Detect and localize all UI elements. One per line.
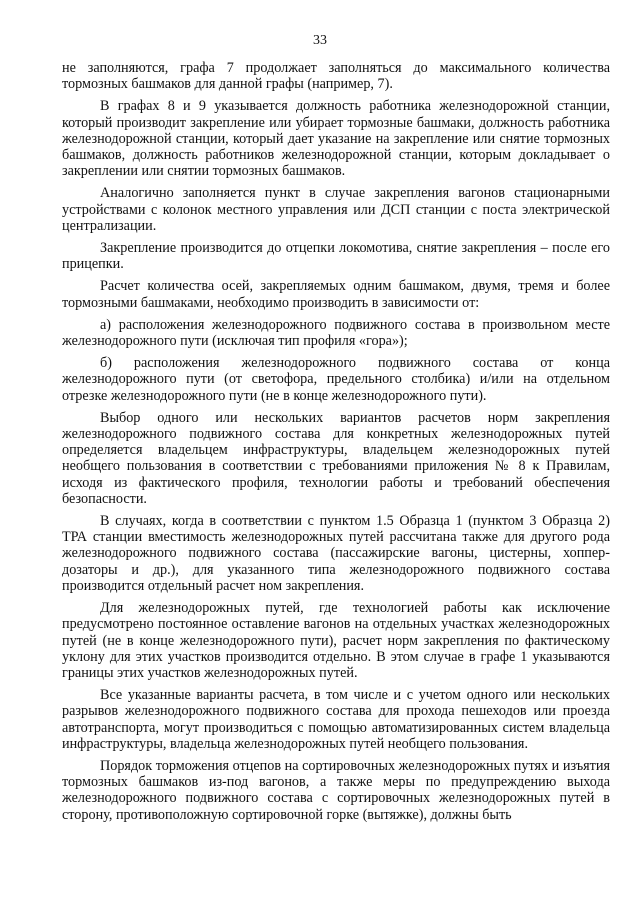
paragraph-separate-sections: Для железнодорожных путей, где технологией работы как исключение предусмотрено постоянное оставление вагонов на отдельных участках железнодорожных путей (не в конце железнодорожного пути), расчет норм закрепления по фактическому уклону для этих участков производится отдельно. В этом случае в графе 1 указываются границы этих участков железнодорожных путей. [62, 600, 610, 681]
paragraph-other-rolling-stock: В случаях, когда в соответствии с пунктом 1.5 Образца 1 (пунктом 3 Образца 2) ТРА станции вместимость железнодорожных путей рассчитана также для другого рода железнодорожного подвижного состава (пассажирские вагоны, цистерны, хоппер-дозаторы и др.), для указанного типа железнодорожного подвижного состава производится отдельный расчет ном закрепления. [62, 513, 610, 594]
paragraph-columns-8-9: В графах 8 и 9 указывается должность работника железнодорожной станции, который производит закрепление или убирает тормозные башмаки, должность работника железнодорожной станции, который дает указание на закрепление или снятие тормозных башмаков, должность работников железнодорожной станции, которым докладывает о закреплении или снятии тормозных башмаков. [62, 98, 610, 180]
paragraph-item-b: б) расположения железнодорожного подвижного состава от конца железнодорожного пути (от светофора, предельного столбика) и/или на отдельном отрезке железнодорожного пути (не в конце железнодорожного пути). [62, 355, 610, 404]
page-body [62, 60, 610, 823]
paragraph-continuation: не заполняются, графа 7 продолжает заполняться до максимального количества тормозных башмаков для данной графы (например, 7). [62, 60, 610, 93]
paragraph-axle-calculation: Расчет количества осей, закрепляемых одним башмаком, двумя, тремя и более тормозными башмаками, необходимо производить в зависимости от: [62, 278, 610, 311]
paragraph-braking-procedure: Порядок торможения отцепов на сортировочных железнодорожных путях и изъятия тормозных башмаков из-под вагонов, а также меры по предупреждению выхода железнодорожного подвижного состава с сортировочных железнодорожных путей в сторону, противоположную сортировочной горке (вытяжке), должны быть [62, 757, 610, 823]
page-number: 33 [313, 33, 327, 48]
paragraph-calculation-choice: Выбор одного или нескольких вариантов расчетов норм закрепления железнодорожного подвижного состава для конкретных железнодорожных путей определяется владельцем инфраструктуры, владельцем железнодорожных путей необщего пользования в соответствии с требованиями приложения № 8 к Правилам, исходя из фактического профиля, технологии работы и требований обеспечения безопасности. [62, 409, 610, 507]
paragraph-stationary-devices: Аналогично заполняется пункт в случае закрепления вагонов стационарными устройствами с колонок местного управления или ДСП станции с поста электрической централизации. [62, 185, 610, 234]
paragraph-automated-systems: Все указанные варианты расчета, в том числе и с учетом одного или нескольких разрывов железнодорожного подвижного состава для прохода пешеходов или проезда автотранспорта, могут производиться с помощью автоматизированных систем владельца инфраструктуры, владельца железнодорожных путей необщего пользования. [62, 687, 610, 752]
paragraph-item-a: а) расположения железнодорожного подвижного состава в произвольном месте железнодорожного пути (исключая тип профиля «гора»); [62, 316, 610, 350]
paragraph-securing-order: Закрепление производится до отцепки локомотива, снятие закрепления – после его прицепки. [62, 240, 610, 273]
